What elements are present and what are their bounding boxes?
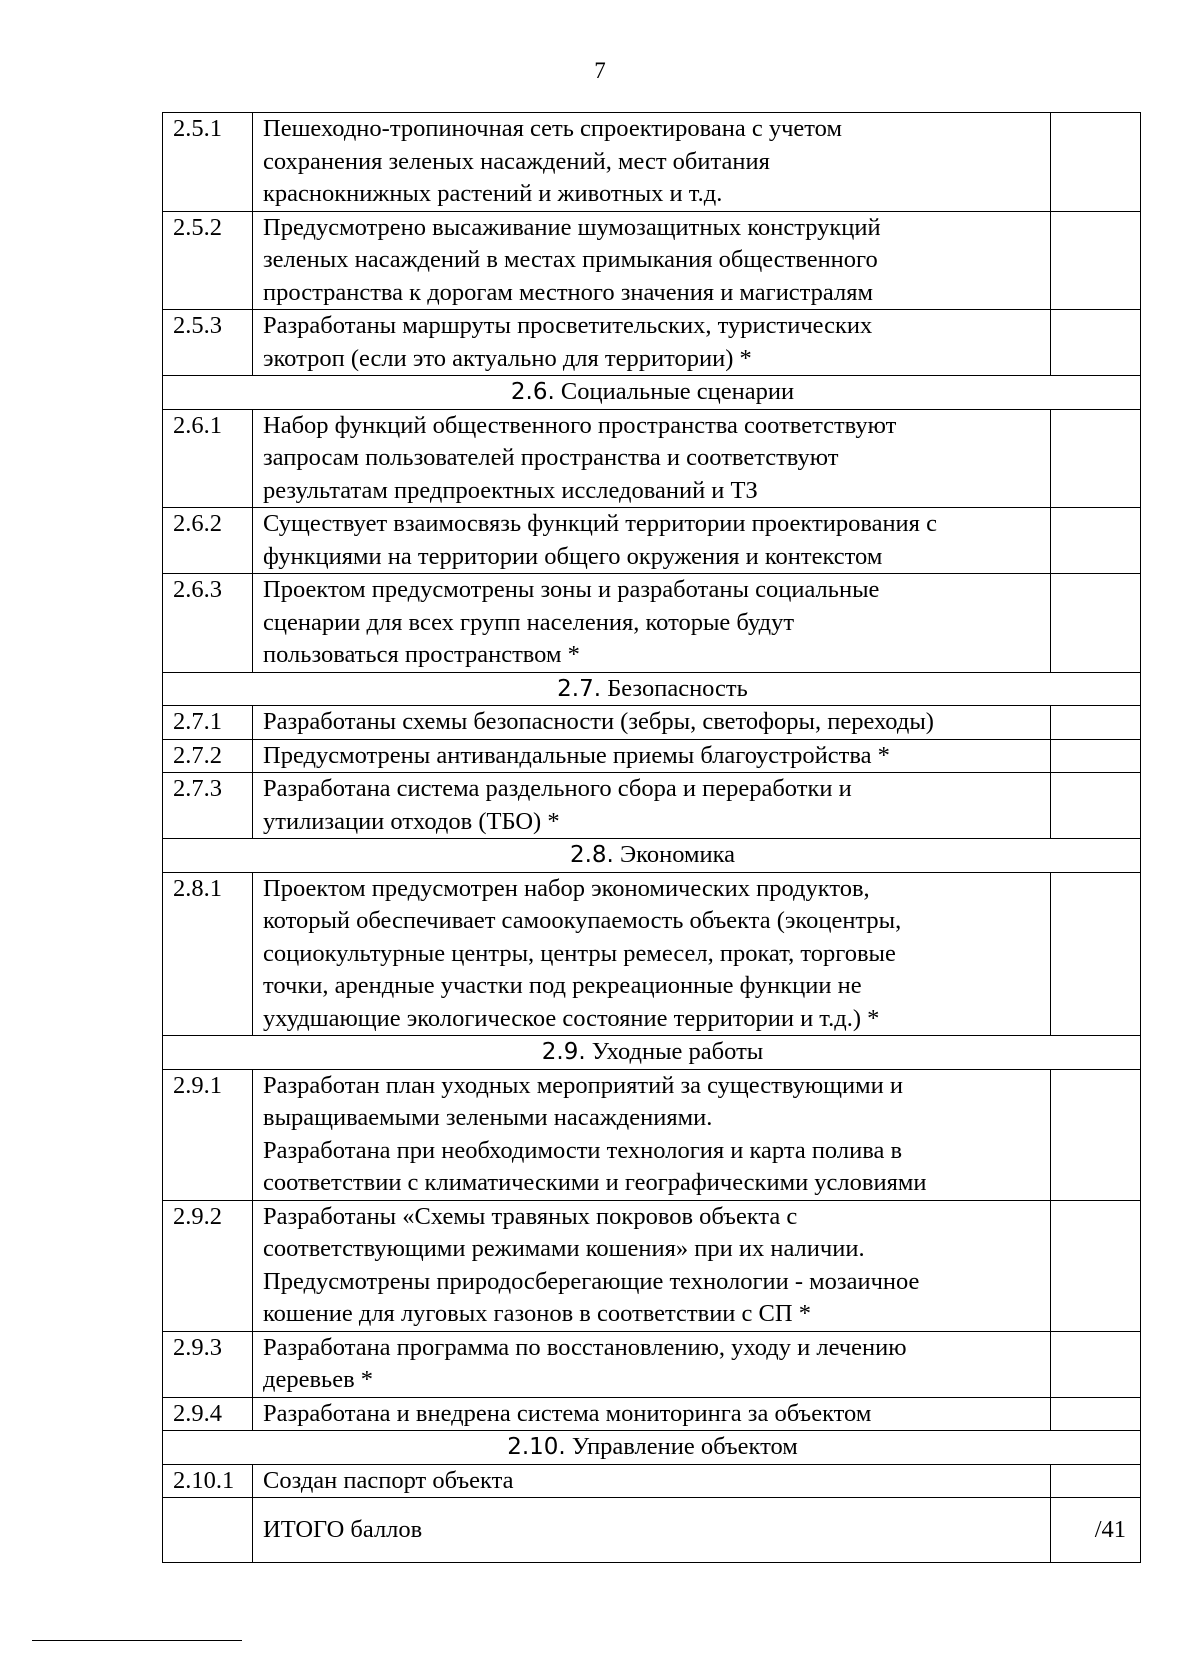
criteria-table-body bbox=[163, 113, 1141, 1563]
section-number: 2.7. bbox=[557, 675, 602, 702]
criterion-row bbox=[163, 872, 1141, 1036]
total-label: ИТОГО баллов bbox=[253, 1498, 1051, 1563]
criterion-text: Разработан план уходных мероприятий за существующими и выращиваемыми зелеными насаждениями. Разработана при необходимости технология и карта полива в соответствии с климатическими и географическими условиями bbox=[253, 1069, 1051, 1200]
criterion-score-cell bbox=[1051, 872, 1141, 1036]
section-title bbox=[163, 1431, 1141, 1465]
criterion-text: Проектом предусмотрен набор экономических продуктов, который обеспечивает самоокупаемость объекта (экоцентры, социокультурные центры, центры ремесел, прокат, торговые точки, арендные участки под рекреационные функции не ухудшающие экологическое состояние территории и т.д.) * bbox=[253, 872, 1051, 1036]
criterion-score-cell bbox=[1051, 1200, 1141, 1331]
criterion-text: Разработана система раздельного сбора и переработки и утилизации отходов (ТБО) * bbox=[253, 773, 1051, 839]
criterion-row bbox=[163, 706, 1141, 740]
criterion-row bbox=[163, 1200, 1141, 1331]
section-header-row bbox=[163, 1036, 1141, 1070]
criterion-score-cell bbox=[1051, 706, 1141, 740]
criterion-score-cell bbox=[1051, 1069, 1141, 1200]
total-row bbox=[163, 1498, 1141, 1563]
criterion-row bbox=[163, 211, 1141, 310]
criterion-number: 2.7.2 bbox=[163, 739, 253, 773]
section-header-row bbox=[163, 672, 1141, 706]
section-header-row bbox=[163, 839, 1141, 873]
section-number: 2.9. bbox=[541, 1039, 586, 1065]
criterion-row bbox=[163, 1331, 1141, 1397]
criterion-score-cell bbox=[1051, 409, 1141, 508]
total-score: /41 bbox=[1051, 1498, 1141, 1563]
criterion-number: 2.6.2 bbox=[163, 508, 253, 574]
criterion-text: Проектом предусмотрены зоны и разработаны социальные сценарии для всех групп населения, которые будут пользоваться пространством * bbox=[253, 574, 1051, 673]
criterion-row bbox=[163, 739, 1141, 773]
criterion-row bbox=[163, 409, 1141, 508]
criterion-row bbox=[163, 1464, 1141, 1498]
page-number: 7 bbox=[594, 58, 606, 83]
criterion-score-cell bbox=[1051, 739, 1141, 773]
criterion-text: Разработана и внедрена система мониторинга за объектом bbox=[253, 1397, 1051, 1431]
criterion-row bbox=[163, 113, 1141, 212]
criterion-text: Разработаны «Схемы травяных покровов объекта с соответствующими режимами кошения» при их наличии. Предусмотрены природосберегающие технологии - мозаичное кошение для луговых газонов в соответствии с СП * bbox=[253, 1200, 1051, 1331]
section-number: 2.6. bbox=[510, 379, 555, 405]
criterion-row bbox=[163, 1069, 1141, 1200]
criterion-row bbox=[163, 310, 1141, 376]
section-title-text: Экономика bbox=[620, 841, 735, 868]
section-title-text: Социальные сценарии bbox=[560, 378, 795, 405]
section-title bbox=[163, 376, 1141, 410]
section-title-text: Уходные работы bbox=[591, 1038, 764, 1065]
criterion-text: Разработаны схемы безопасности (зебры, светофоры, переходы) bbox=[253, 706, 1051, 740]
criterion-score-cell bbox=[1051, 310, 1141, 376]
criterion-row bbox=[163, 508, 1141, 574]
section-header-row bbox=[163, 376, 1141, 410]
criterion-number: 2.6.1 bbox=[163, 409, 253, 508]
criterion-text: Существует взаимосвязь функций территории проектирования с функциями на территории общего окружения и контекстом bbox=[253, 508, 1051, 574]
criterion-number: 2.5.1 bbox=[163, 113, 253, 212]
criterion-number: 2.9.4 bbox=[163, 1397, 253, 1431]
criterion-number: 2.9.3 bbox=[163, 1331, 253, 1397]
criterion-text: Разработаны маршруты просветительских, туристических экотроп (если это актуально для территории) * bbox=[253, 310, 1051, 376]
criterion-row bbox=[163, 574, 1141, 673]
section-title-text: Безопасность bbox=[607, 674, 748, 702]
criterion-text: Создан паспорт объекта bbox=[253, 1464, 1051, 1498]
criterion-number: 2.9.1 bbox=[163, 1069, 253, 1200]
criterion-number: 2.8.1 bbox=[163, 872, 253, 1036]
criterion-text: Набор функций общественного пространства соответствуют запросам пользователей пространства и соответствуют результатам предпроектных исследований и ТЗ bbox=[253, 409, 1051, 508]
criterion-number: 2.9.2 bbox=[163, 1200, 253, 1331]
criterion-number: 2.5.2 bbox=[163, 211, 253, 310]
criterion-score-cell bbox=[1051, 1331, 1141, 1397]
criterion-score-cell bbox=[1051, 113, 1141, 212]
section-title bbox=[163, 672, 1141, 706]
criterion-score-cell bbox=[1051, 773, 1141, 839]
criterion-score-cell bbox=[1051, 1397, 1141, 1431]
criterion-text: Разработана программа по восстановлению, уходу и лечению деревьев * bbox=[253, 1331, 1051, 1397]
criterion-score-cell bbox=[1051, 574, 1141, 673]
criterion-number: 2.5.3 bbox=[163, 310, 253, 376]
criterion-number: 2.7.3 bbox=[163, 773, 253, 839]
criterion-text: Пешеходно-тропиночная сеть спроектирована с учетом сохранения зеленых насаждений, мест обитания краснокнижных растений и животных и т.д. bbox=[253, 113, 1051, 212]
criteria-table bbox=[162, 112, 1141, 1563]
section-number: 2.8. bbox=[569, 842, 614, 868]
criterion-number: 2.10.1 bbox=[163, 1464, 253, 1498]
criterion-number: 2.7.1 bbox=[163, 706, 253, 740]
section-title bbox=[163, 839, 1141, 873]
criterion-text: Предусмотрены антивандальные приемы благоустройства * bbox=[253, 739, 1051, 773]
criterion-score-cell bbox=[1051, 508, 1141, 574]
criterion-score-cell bbox=[1051, 211, 1141, 310]
criterion-row bbox=[163, 1397, 1141, 1431]
section-title-text: Управление объектом bbox=[571, 1433, 798, 1460]
footnote-separator bbox=[32, 1640, 242, 1641]
criterion-number: 2.6.3 bbox=[163, 574, 253, 673]
criterion-score-cell bbox=[1051, 1464, 1141, 1498]
criterion-text: Предусмотрено высаживание шумозащитных конструкций зеленых насаждений в местах примыкания общественного пространства к дорогам местного значения и магистралям bbox=[253, 211, 1051, 310]
section-title bbox=[163, 1036, 1141, 1070]
section-header-row bbox=[163, 1431, 1141, 1465]
criterion-row bbox=[163, 773, 1141, 839]
section-number: 2.10. bbox=[507, 1434, 566, 1460]
total-num-cell bbox=[163, 1498, 253, 1563]
